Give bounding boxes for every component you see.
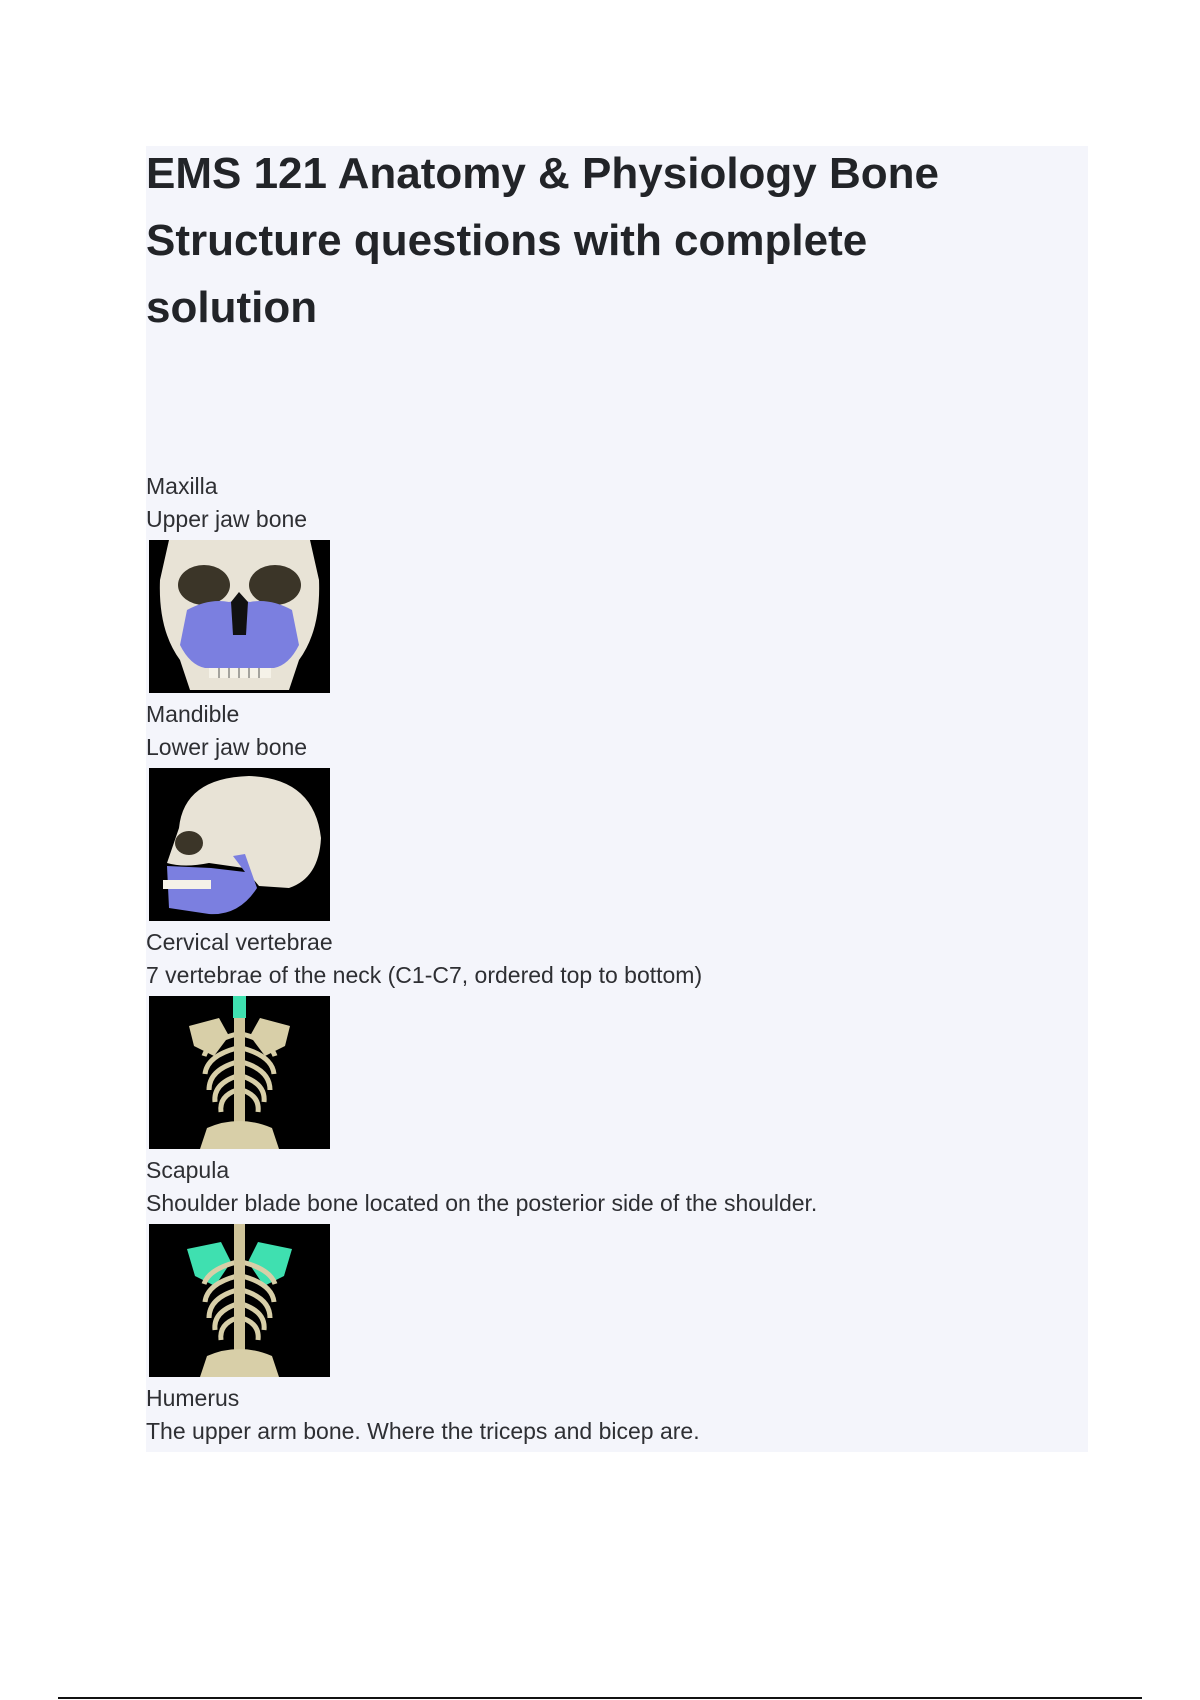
entry-term: Cervical vertebrae: [146, 929, 333, 955]
entry-term: Scapula: [146, 1157, 230, 1183]
spine-cervical-icon: [149, 996, 330, 1149]
spine-scapula-icon: [149, 1224, 330, 1377]
entry-definition: Lower jaw bone: [146, 734, 308, 760]
entry-term: Maxilla: [146, 473, 218, 499]
entry-term: Humerus: [146, 1385, 240, 1411]
document-title: EMS 121 Anatomy & Physiology Bone Structure questions with complete solution: [146, 149, 939, 332]
footer-rule: [58, 1697, 1142, 1699]
skull-side-mandible-icon: [149, 768, 330, 921]
entry-definition: 7 vertebrae of the neck (C1-C7, ordered top to bottom): [146, 962, 703, 988]
entry-term: Mandible: [146, 701, 240, 727]
entry-definition: The upper arm bone. Where the triceps and bicep are.: [146, 1418, 700, 1444]
skull-front-maxilla-icon: [149, 540, 330, 693]
entry-definition: Upper jaw bone: [146, 506, 308, 532]
entry-definition: Shoulder blade bone located on the posterior side of the shoulder.: [146, 1190, 818, 1216]
